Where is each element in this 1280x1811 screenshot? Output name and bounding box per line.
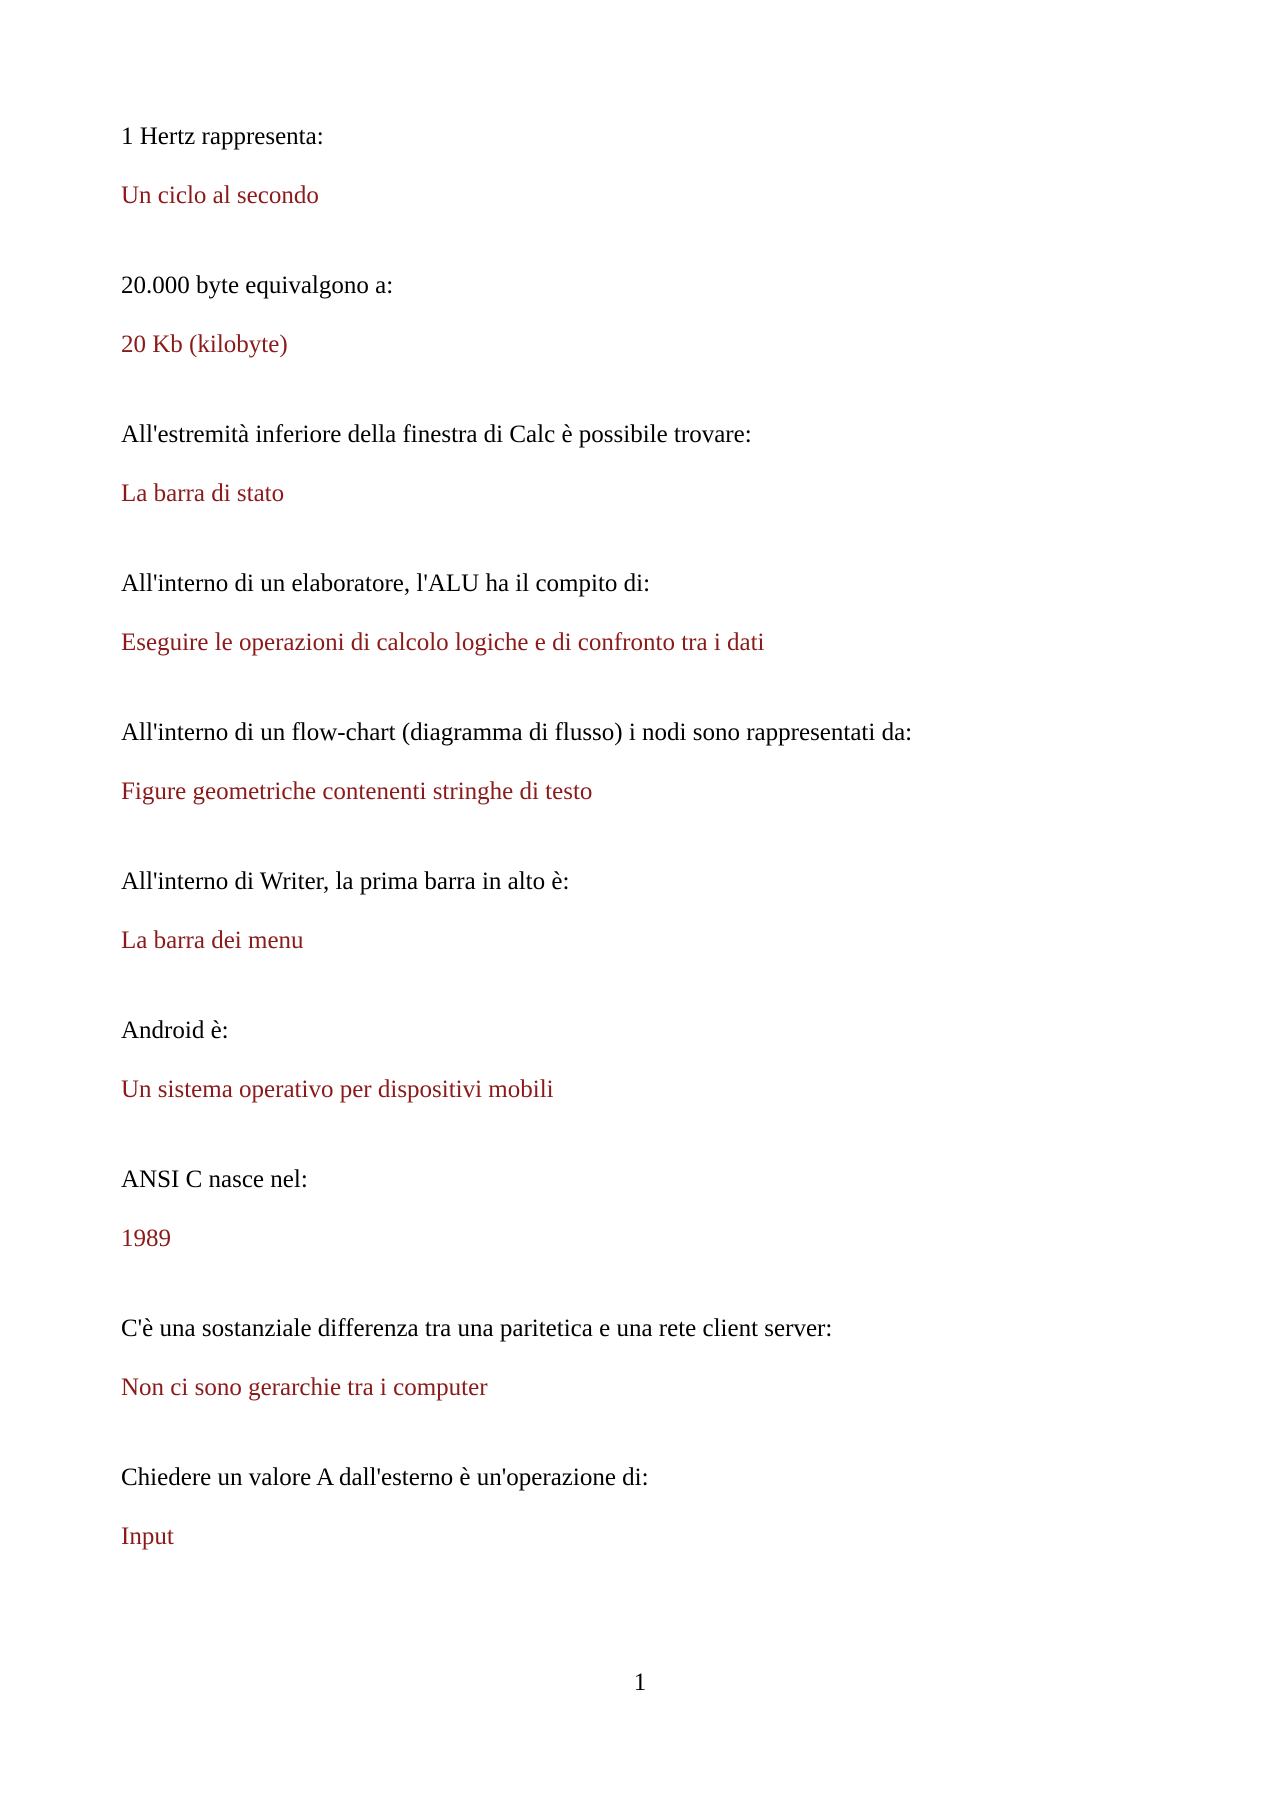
answer-text: Un ciclo al secondo — [121, 182, 319, 209]
question-text: All'interno di un elaboratore, l'ALU ha il compito di: — [121, 570, 651, 597]
qa-item — [121, 416, 1161, 565]
answer-text: Non ci sono gerarchie tra i computer — [121, 1374, 488, 1401]
answer-text: Un sistema operativo per dispositivi mobili — [121, 1076, 554, 1103]
question-text: ANSI C nasce nel: — [121, 1166, 308, 1193]
answer-text: Eseguire le operazioni di calcolo logiche e di confronto tra i dati — [121, 629, 765, 656]
answer-text: Input — [121, 1523, 174, 1550]
question-text: Android è: — [121, 1017, 229, 1044]
answer-text: Figure geometriche contenenti stringhe di testo — [121, 778, 593, 805]
qa-item — [121, 267, 1161, 416]
question-text: 20.000 byte equivalgono a: — [121, 272, 394, 299]
answer-text: La barra di stato — [121, 480, 285, 507]
question-text: C'è una sostanziale differenza tra una paritetica e una rete client server: — [121, 1315, 833, 1342]
qa-item — [121, 1012, 1161, 1161]
question-text: Chiedere un valore A dall'esterno è un'operazione di: — [121, 1464, 649, 1491]
answer-text: 1989 — [121, 1225, 171, 1252]
qa-item — [121, 1161, 1161, 1310]
answer-text: 20 Kb (kilobyte) — [121, 331, 288, 358]
qa-item — [121, 118, 1161, 267]
question-answer-list — [121, 118, 1161, 1608]
question-text: All'interno di Writer, la prima barra in alto è: — [121, 868, 570, 895]
qa-item — [121, 863, 1161, 1012]
question-text: All'estremità inferiore della finestra di Calc è possibile trovare: — [121, 421, 752, 448]
qa-item — [121, 565, 1161, 714]
qa-item — [121, 1459, 1161, 1608]
page-number: 1 — [633, 1669, 647, 1696]
qa-item — [121, 1310, 1161, 1459]
qa-item — [121, 714, 1161, 863]
question-text: All'interno di un flow-chart (diagramma di flusso) i nodi sono rappresentati da: — [121, 719, 913, 746]
question-text: 1 Hertz rappresenta: — [121, 123, 324, 150]
answer-text: La barra dei menu — [121, 927, 304, 954]
